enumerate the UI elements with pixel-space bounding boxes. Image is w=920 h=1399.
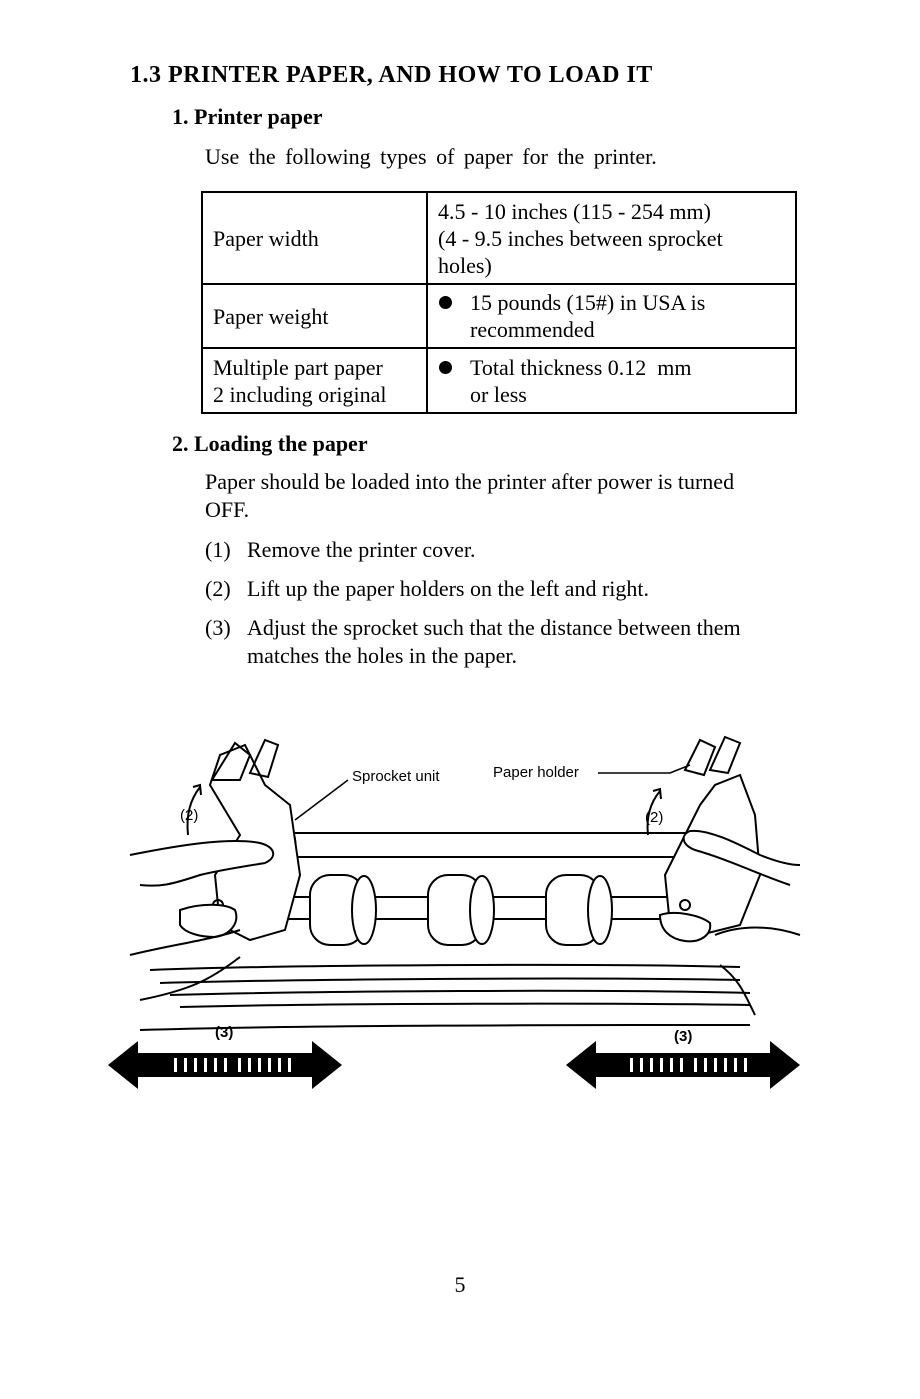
page-number: 5 — [454, 1272, 466, 1297]
row-value — [427, 192, 796, 284]
bullet-item — [438, 354, 785, 408]
row-label: Paper weight — [202, 284, 427, 348]
value-line: 4.5 - 10 inches (115 - 254 mm) — [438, 198, 711, 224]
row-value — [427, 284, 796, 348]
paper-intro-text: Use the following types of paper for the printer. — [205, 144, 657, 169]
bullet-icon — [439, 361, 452, 374]
value-line: holes) — [438, 252, 492, 278]
step-item — [205, 614, 805, 670]
loading-intro-text — [205, 468, 805, 524]
step-number: (1) — [205, 537, 231, 562]
value-line: or less — [470, 381, 527, 407]
bullet-icon — [439, 296, 452, 309]
value-line: 15 pounds (15#) in USA is — [470, 290, 706, 315]
callout-right: (2) — [645, 809, 664, 826]
paper-line — [160, 979, 740, 983]
paper-line — [150, 965, 740, 970]
text-line: Adjust the sprocket such that the distance between them — [247, 615, 741, 640]
step-item — [205, 536, 805, 564]
subsection-heading-loading: 2. Loading the paper — [172, 431, 368, 456]
callout-left: (2) — [180, 807, 199, 824]
section-title: 1.3 PRINTER PAPER, AND HOW TO LOAD IT — [130, 62, 653, 88]
step-text — [205, 614, 805, 670]
value-line: recommended — [470, 317, 595, 342]
right-paper-holder — [685, 737, 740, 775]
step-text: Lift up the paper holders on the left and right. — [247, 576, 649, 601]
paper-spec-table — [201, 191, 797, 414]
paper-fold — [720, 965, 755, 1015]
upper-shaft — [285, 833, 695, 857]
value-line: (4 - 9.5 inches between sprocket — [438, 225, 723, 251]
table-row — [202, 348, 796, 413]
adjust-arrow-right-icon — [566, 1041, 800, 1089]
leader-line-holder — [598, 765, 690, 773]
step-text: Remove the printer cover. — [247, 537, 476, 562]
arrow-label-left: (3) — [215, 1024, 234, 1041]
table-row — [202, 284, 796, 348]
text-line: matches the holes in the paper. — [247, 643, 518, 668]
label-line: Multiple part paper — [213, 354, 383, 380]
step-number: (2) — [205, 576, 231, 601]
step-number: (3) — [205, 615, 231, 640]
step-item — [205, 575, 805, 603]
table-row — [202, 192, 796, 284]
row-label: Paper width — [202, 192, 427, 284]
label-line: 2 including original — [213, 381, 387, 407]
subsection-heading-printer-paper: 1. Printer paper — [172, 104, 323, 129]
adjust-arrow-left-icon — [108, 1041, 342, 1089]
text-line: OFF. — [205, 497, 250, 522]
value-line: Total thickness 0.12 mm — [470, 354, 692, 380]
leader-line-sprocket — [295, 780, 348, 820]
row-value — [427, 348, 796, 413]
text-line: Paper should be loaded into the printer after power is turned — [205, 469, 735, 494]
paper-line — [170, 991, 750, 995]
sprocket-illustration — [100, 725, 820, 1105]
bullet-item — [438, 289, 785, 343]
sprocket-unit-label: Sprocket unit — [352, 768, 440, 785]
row-label — [202, 348, 427, 413]
paper-line — [180, 1004, 750, 1007]
paper-holder-label: Paper holder — [493, 764, 579, 781]
arrow-label-right: (3) — [674, 1028, 693, 1045]
